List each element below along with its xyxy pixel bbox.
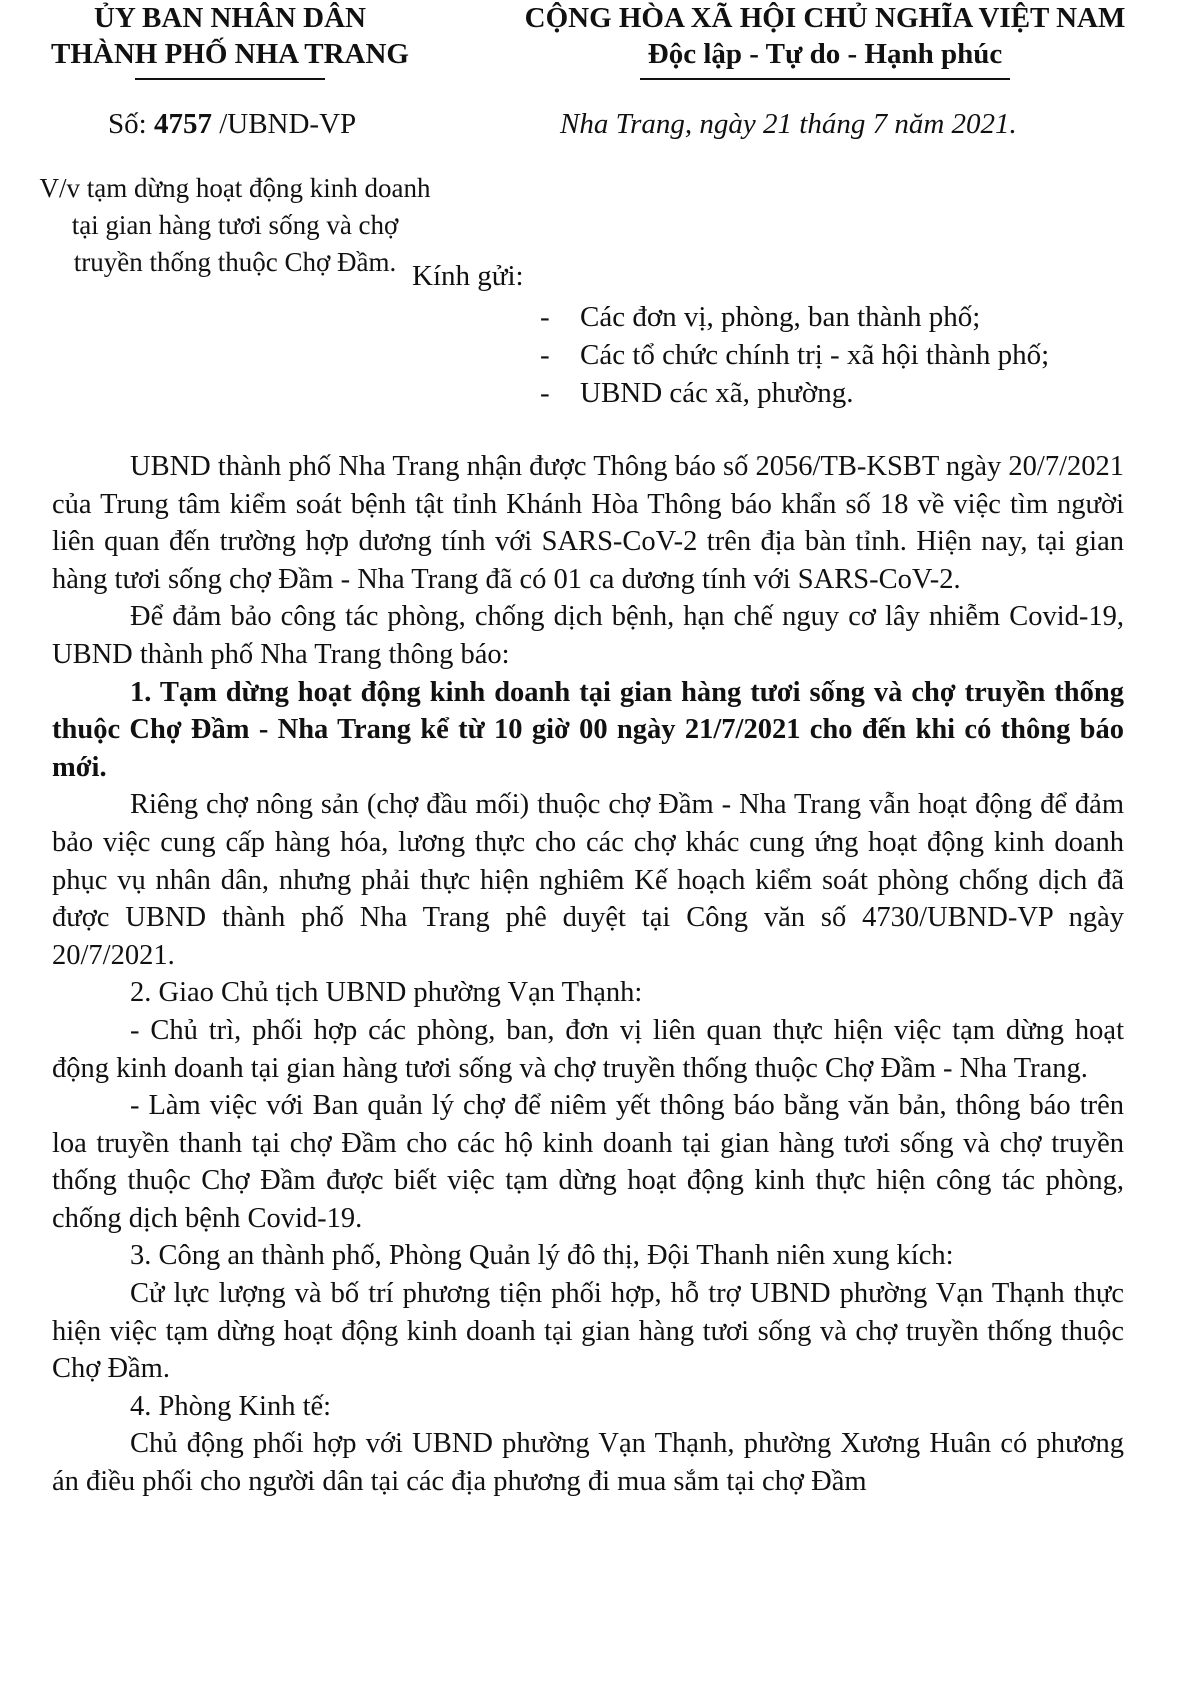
place-and-date: Nha Trang, ngày 21 tháng 7 năm 2021.: [560, 108, 1017, 140]
agency-line-1: ỦY BAN NHÂN DÂN: [93, 2, 366, 34]
agency-underline: [135, 78, 325, 80]
recipient-text: Các tổ chức chính trị - xã hội thành phố;: [580, 339, 1050, 371]
body-paragraph: Riêng chợ nông sản (chợ đầu mối) thuộc chợ Đầm - Nha Trang vẫn hoạt động để đảm bảo việc cung cấp hàng hóa, lương thực cho các chợ khác cung ứng hoạt động kinh doanh phục vụ nhân dân, nhưng phải thực hiện nghiêm Kế hoạch kiểm soát phòng chống dịch đã được UBND thành phố Nha Trang phê duyệt tại Công văn số 4730/UBND-VP ngày 20/7/2021.: [52, 789, 1124, 971]
body-paragraph: - Chủ trì, phối hợp các phòng, ban, đơn vị liên quan thực hiện việc tạm dừng hoạt động kinh doanh tại gian hàng tươi sống và chợ truyền thống thuộc Chợ Đầm - Nha Trang.: [52, 1014, 1124, 1084]
nation-line-2: Độc lập - Tự do - Hạnh phúc: [647, 38, 1003, 70]
reference-prefix: Số:: [108, 108, 154, 140]
subject-line: V/v tạm dừng hoạt động kinh doanh: [39, 173, 431, 203]
directive-3-heading: 3. Công an thành phố, Phòng Quản lý đô thị, Đội Thanh niên xung kích:: [130, 1240, 954, 1272]
recipient-list: [540, 298, 1049, 412]
recipient-text: UBND các xã, phường.: [580, 377, 854, 409]
body-paragraph: Để đảm bảo công tác phòng, chống dịch bệnh, hạn chế nguy cơ lây nhiễm Covid-19, UBND thành phố Nha Trang thông báo:: [52, 601, 1124, 670]
agency-line-2: THÀNH PHỐ NHA TRANG: [51, 38, 409, 70]
directive-2-heading: 2. Giao Chủ tịch UBND phường Vạn Thạnh:: [130, 977, 643, 1009]
directive-4-heading: 4. Phòng Kinh tế:: [130, 1390, 332, 1422]
subject-block: [20, 170, 450, 281]
list-dash: -: [540, 377, 550, 409]
body-paragraph: Chủ động phối hợp với UBND phường Vạn Thạnh, phường Xương Huân có phương án điều phối cho người dân tại các địa phương đi mua sắm tại chợ Đầm: [52, 1428, 1124, 1498]
recipient-item: [540, 374, 1049, 412]
body-paragraph: UBND thành phố Nha Trang nhận được Thông báo số 2056/TB-KSBT ngày 20/7/2021 của Trung tâm kiểm soát bệnh tật tỉnh Khánh Hòa Thông báo khẩn số 18 về việc tìm người liên quan đến trường hợp dương tính với SARS-CoV-2 trên địa bàn tỉnh. Hiện nay, tại gian hàng tươi sống chợ Đầm - Nha Trang đã có 01 ca dương tính với SARS-CoV-2.: [52, 451, 1124, 595]
recipient-text: Các đơn vị, phòng, ban thành phố;: [580, 301, 981, 333]
issuing-agency-block: [20, 0, 440, 80]
salutation: Kính gửi:: [412, 260, 524, 292]
body-paragraph: - Làm việc với Ban quản lý chợ để niêm yết thông báo bằng văn bản, thông báo trên loa truyền thanh tại chợ Đầm cho các hộ kinh doanh tại gian hàng tươi sống và chợ truyền thống thuộc Chợ Đầm được biết việc tạm dừng hoạt động kinh thực hiện công tác phòng, chống dịch bệnh Covid-19.: [52, 1090, 1124, 1234]
reference-suffix: /UBND-VP: [211, 108, 357, 140]
recipient-item: [540, 336, 1049, 374]
nation-line-1: CỘNG HÒA XÃ HỘI CHỦ NGHĨA VIỆT NAM: [524, 2, 1126, 34]
subject-line: truyền thống thuộc Chợ Đầm.: [73, 247, 397, 277]
list-dash: -: [540, 301, 550, 333]
subject-line: tại gian hàng tươi sống và chợ: [71, 210, 399, 240]
document-reference: [108, 108, 356, 141]
letter-body: [52, 448, 1124, 1501]
directive-1-paragraph: 1. Tạm dừng hoạt động kinh doanh tại gian hàng tươi sống và chợ truyền thống thuộc Chợ Đầm - Nha Trang kể từ 10 giờ 00 ngày 21/7/2021 cho đến khi có thông báo mới.: [52, 676, 1124, 783]
national-motto-block: [470, 0, 1180, 80]
body-paragraph: Cử lực lượng và bố trí phương tiện phối hợp, hỗ trợ UBND phường Vạn Thạnh thực hiện việc tạm dừng hoạt động kinh doanh tại gian hàng tươi sống và chợ truyền thống thuộc Chợ Đầm.: [52, 1278, 1124, 1385]
motto-underline: [640, 78, 1010, 80]
reference-number: 4757: [153, 108, 212, 140]
recipient-item: [540, 298, 1049, 336]
list-dash: -: [540, 339, 550, 371]
